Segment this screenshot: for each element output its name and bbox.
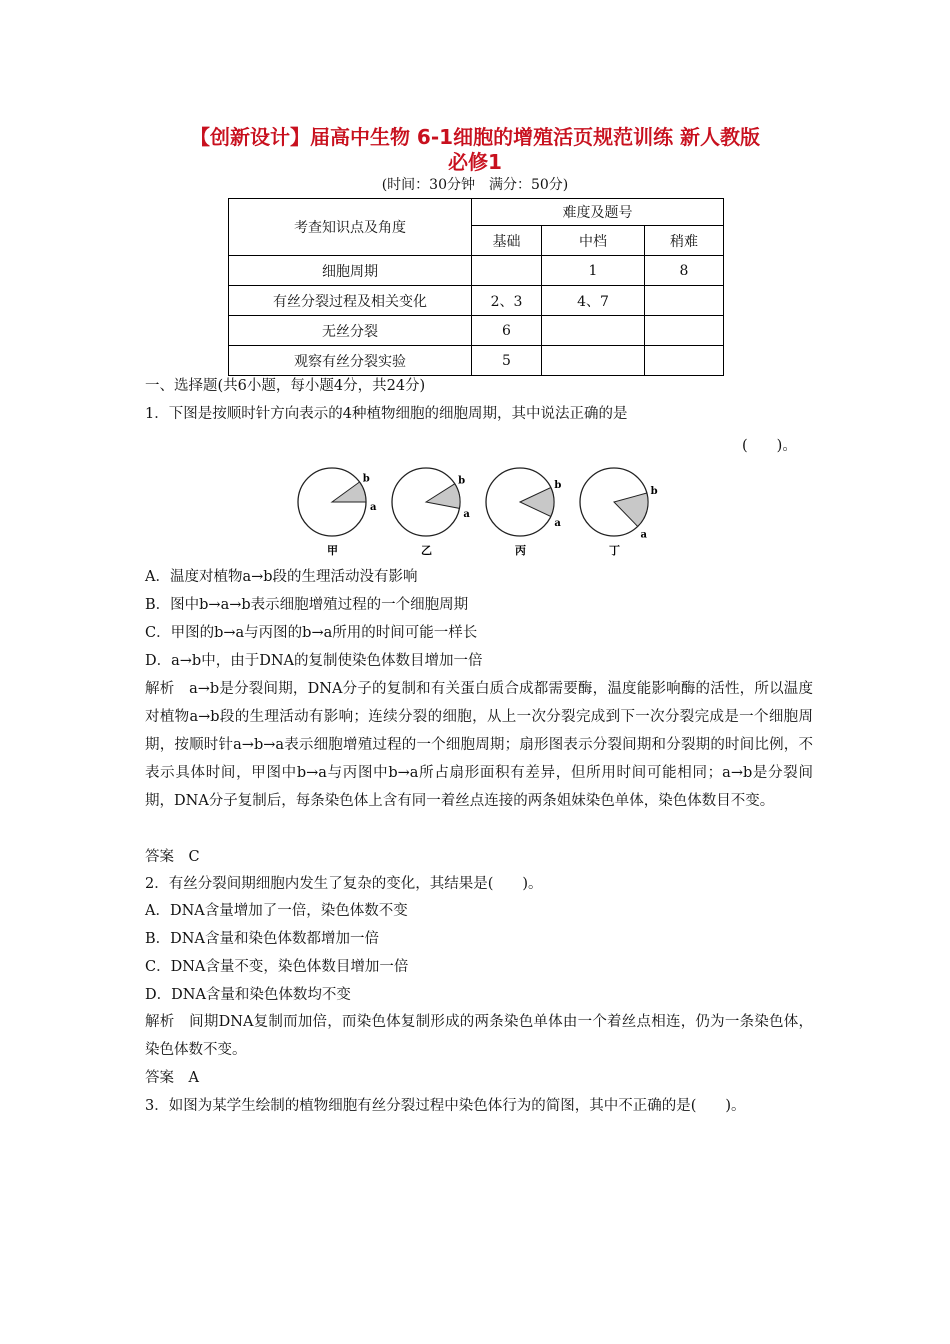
table-group-header: 难度及题号 xyxy=(472,199,724,226)
table-cell: 4、7 xyxy=(542,286,645,316)
figure-caption-4: 丁 xyxy=(609,544,620,557)
q1-option-c: C．甲图的b→a与丙图的b→a所用的时间可能一样长 xyxy=(145,625,478,641)
table-cell xyxy=(645,316,724,346)
point-b-label: b xyxy=(458,475,466,487)
point-b-label: b xyxy=(362,473,370,485)
q1-option-a: A．温度对植物a→b段的生理活动没有影响 xyxy=(145,569,418,585)
table-row xyxy=(229,256,724,286)
figure-caption-1: 甲 xyxy=(327,544,338,557)
table-cell: 1 xyxy=(542,256,645,286)
cell-cycle-figure xyxy=(290,462,670,558)
table-row xyxy=(229,346,724,376)
point-a-label: a xyxy=(554,518,561,530)
difficulty-table xyxy=(228,198,724,376)
point-a-label: a xyxy=(370,502,377,513)
figure-caption-2: 乙 xyxy=(421,544,432,557)
table-row xyxy=(229,286,724,316)
table-corner-header: 考查知识点及角度 xyxy=(229,199,472,256)
table-cell xyxy=(645,286,724,316)
table-cell xyxy=(472,256,542,286)
document-title-line1: 【创新设计】届高中生物 6-1细胞的增殖活页规范训练 新人教版 xyxy=(189,125,761,149)
time-score-info: (时间：30分钟 满分：50分) xyxy=(381,177,569,193)
table-cell: 5 xyxy=(472,346,542,376)
table-col-header: 稍难 xyxy=(645,226,724,256)
q2-option-a: A．DNA含量增加了一倍，染色体数不变 xyxy=(145,903,408,919)
q1-analysis: 解析 a→b是分裂间期，DNA分子的复制和有关蛋白质合成都需要酶，温度能影响酶的活性，所以温度对植物a→b段的生理活动有影响；连续分裂的细胞，从上一次分裂完成到下一次分裂完成是一个细胞周期，按顺时针a→b→a表示细胞增殖过程的一个细胞周期；扇形图表示分裂间期和分裂期的时间比例，不表示具体时间，甲图中b→a与丙图中b→a所占扇形面积有差异，但所用时间可能相同；a→b是分裂间期，DNA分子复制后，每条染色体上含有同一着丝点连接的两条姐妹染色单体，染色体数目不变。 xyxy=(145,681,813,809)
q1-answer: 答案 C xyxy=(145,849,200,865)
section-heading: 一、选择题(共6小题，每小题4分，共24分) xyxy=(145,378,426,394)
table-cell-topic: 有丝分裂过程及相关变化 xyxy=(229,286,472,316)
table-row xyxy=(229,316,724,346)
q2-option-b: B．DNA含量和染色体数都增加一倍 xyxy=(145,931,379,947)
answer-paren: ( )。 xyxy=(742,438,797,454)
table-cell-topic: 无丝分裂 xyxy=(229,316,472,346)
q1-option-d: D．a→b中，由于DNA的复制使染色体数目增加一倍 xyxy=(145,653,483,669)
table-cell-topic: 观察有丝分裂实验 xyxy=(229,346,472,376)
table-cell: 2、3 xyxy=(472,286,542,316)
table-cell xyxy=(542,316,645,346)
question-3-stem: 3．如图为某学生绘制的植物细胞有丝分裂过程中染色体行为的简图，其中不正确的是( )。 xyxy=(145,1098,746,1114)
table-cell-topic: 细胞周期 xyxy=(229,256,472,286)
point-b-label: b xyxy=(554,479,562,491)
table-col-header: 基础 xyxy=(472,226,542,256)
point-a-label: a xyxy=(640,529,647,541)
table-col-header: 中档 xyxy=(542,226,645,256)
q2-analysis: 解析 间期DNA复制而加倍，而染色体复制形成的两条染色单体由一个着丝点相连，仍为一条染色体，染色体数不变。 xyxy=(145,1014,813,1058)
q2-answer: 答案 A xyxy=(145,1070,199,1086)
figure-caption-3: 丙 xyxy=(515,544,526,557)
q2-option-c: C．DNA含量不变，染色体数目增加一倍 xyxy=(145,959,409,975)
question-2-stem: 2．有丝分裂间期细胞内发生了复杂的变化，其结果是( )。 xyxy=(145,876,543,892)
table-cell: 8 xyxy=(645,256,724,286)
q1-option-b: B．图中b→a→b表示细胞增殖过程的一个细胞周期 xyxy=(145,597,469,613)
table-cell xyxy=(645,346,724,376)
question-1-stem: 1．下图是按顺时针方向表示的4种植物细胞的细胞周期，其中说法正确的是 xyxy=(145,406,628,422)
point-b-label: b xyxy=(650,485,658,497)
point-a-label: a xyxy=(463,509,470,521)
table-cell: 6 xyxy=(472,316,542,346)
q2-option-d: D．DNA含量和染色体数均不变 xyxy=(145,987,351,1003)
table-cell xyxy=(542,346,645,376)
document-title-line2: 必修1 xyxy=(448,150,502,174)
